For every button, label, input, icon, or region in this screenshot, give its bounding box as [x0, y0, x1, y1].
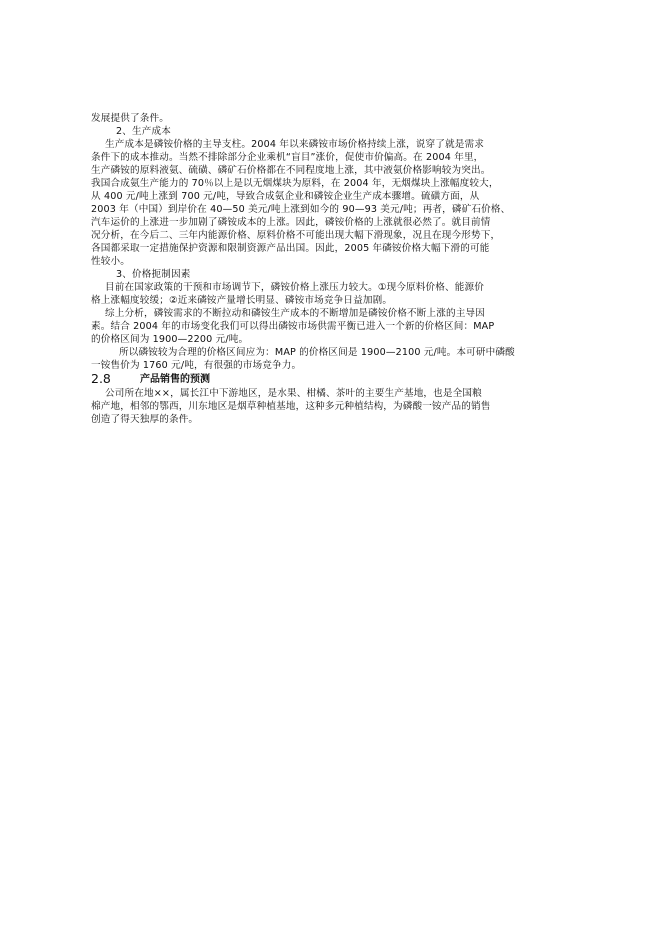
paragraph-line: 格上涨幅度较缓；②近来磷铵产量增长明显、磷铵市场竞争日益加剧。 — [91, 295, 393, 306]
subsection-heading: 2、生产成本 — [116, 126, 171, 137]
paragraph-line: 况分析，在今后二、三年内能源价格、原料价格不可能出现大幅下滑现象，况且在现今形势下， — [91, 230, 501, 241]
paragraph-line: 发展提供了条件。 — [91, 113, 169, 124]
paragraph-line: 一铵售价为 1760 元/吨，有很强的市场竞争力。 — [91, 360, 302, 371]
paragraph-line: 生产磷铵的原料液氨、硫磺、磷矿石价格都在不同程度地上涨，其中液氨价格影响较为突出。 — [91, 165, 491, 176]
paragraph-line: 汽车运价的上涨进一步加剧了磷铵成本的上涨。因此，磷铵价格的上涨就很必然了。就目前情 — [91, 217, 491, 228]
paragraph-line: 目前在国家政策的干预和市场调节下，磷铵价格上涨压力较大。①现今原料价格、能源价 — [105, 282, 485, 293]
paragraph-line: 素。结合 2004 年的市场变化我们可以得出磷铵市场供需平衡已进入一个新的价格区间：MAP — [91, 321, 495, 332]
paragraph-line: 综上分析，磷铵需求的不断拉动和磷铵生产成本的不断增加是磷铵价格不断上涨的主导因 — [105, 308, 486, 319]
paragraph-line: 创造了得天独厚的条件。 — [91, 414, 199, 425]
paragraph-line: 性较小。 — [91, 256, 130, 267]
paragraph-line: 公司所在地××，属长江中下游地区，是水果、柑橘、茶叶的主要生产基地，也是全国粮 — [105, 388, 482, 399]
paragraph-line: 棉产地，相邻的鄂西，川东地区是烟草种植基地，这种多元种植结构，为磷酸一铵产品的销售 — [91, 401, 491, 412]
paragraph-line: 条件下的成本推动。当然不排除部分企业乘机“盲目”涨价，促使市价偏高。在 2004 年里， — [91, 152, 484, 163]
paragraph-line: 从 400 元/吨上涨到 700 元/吨，导致合成氨企业和磷铵企业生产成本骤增。硫磺方面，从 — [91, 191, 480, 202]
paragraph-line: 生产成本是磷铵价格的主导支柱。2004 年以来磷铵市场价格持续上涨，说穿了就是需求 — [105, 139, 484, 150]
paragraph-line: 我国合成氨生产能力的 70％以上是以无烟煤块为原料，在 2004 年，无烟煤块上涨幅度较大， — [91, 178, 499, 189]
section-title: 产品销售的预测 — [140, 374, 210, 385]
section-number: 2.8 — [91, 371, 111, 386]
paragraph-line: 各国都采取一定措施保护资源和限制资源产品出国。因此，2005 年磷铵价格大幅下滑的可能 — [91, 243, 490, 254]
paragraph-line: 所以磷铵较为合理的价格区间应为：MAP 的价格区间是 1900—2100 元/吨。本可研中磷酸 — [119, 347, 515, 358]
paragraph-line: 2003 年（中国）到岸价在 40—50 美元/吨上涨到如今的 90—93 美元/吨；再者，磷矿石价格、 — [91, 204, 511, 215]
paragraph-line: 的价格区间为 1900—2200 元/吨。 — [91, 334, 249, 345]
subsection-heading: 3、价格扼制因素 — [116, 269, 191, 280]
